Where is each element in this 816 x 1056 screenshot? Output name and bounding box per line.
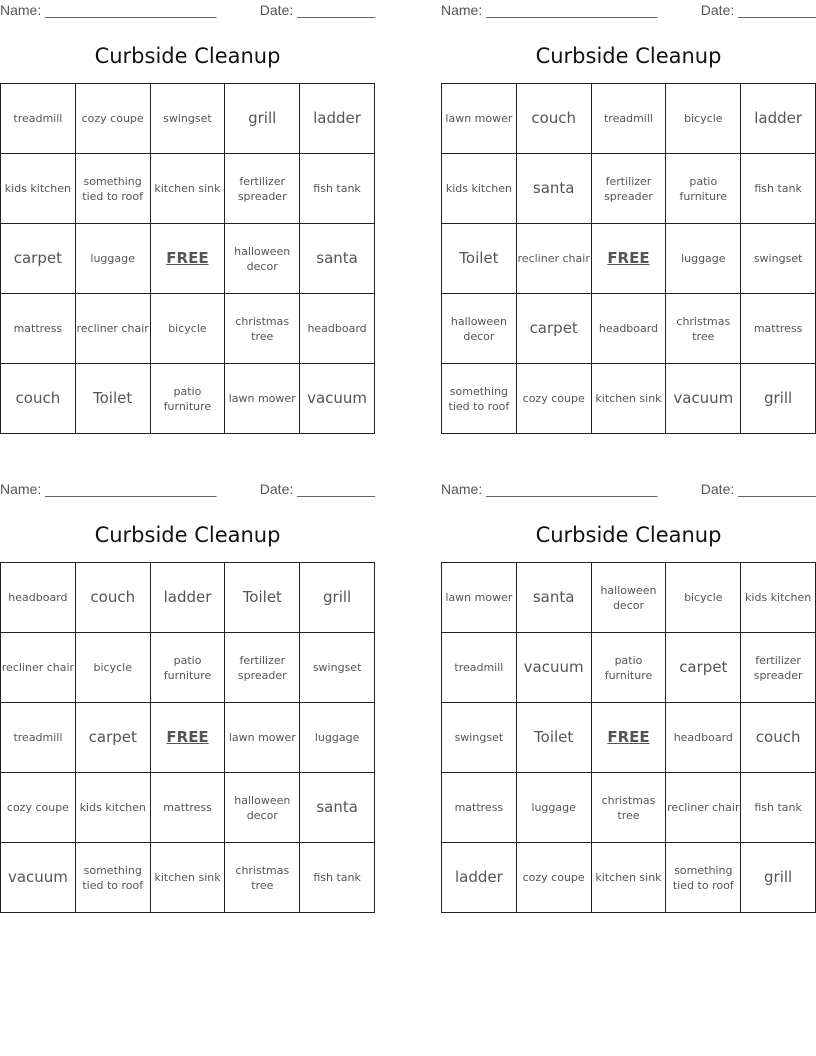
- bingo-cell[interactable]: kids kitchen: [442, 154, 517, 224]
- bingo-cell[interactable]: patio furniture: [666, 154, 741, 224]
- bingo-cell[interactable]: mattress: [1, 294, 76, 364]
- bingo-cell[interactable]: FREE: [591, 224, 666, 294]
- name-date-bar: [0, 0, 375, 20]
- bingo-cell[interactable]: swingset: [300, 633, 375, 703]
- bingo-cell[interactable]: lawn mower: [225, 703, 300, 773]
- bingo-cell[interactable]: couch: [516, 84, 591, 154]
- grid-row: [442, 84, 816, 154]
- grid-row: [1, 773, 375, 843]
- bingo-cell[interactable]: halloween decor: [442, 294, 517, 364]
- bingo-cell[interactable]: something tied to roof: [75, 843, 150, 913]
- bingo-cell[interactable]: headboard: [300, 294, 375, 364]
- grid-row: [1, 224, 375, 294]
- bingo-cell[interactable]: bicycle: [666, 563, 741, 633]
- bingo-cell[interactable]: vacuum: [300, 364, 375, 434]
- bingo-cell[interactable]: fertilizer spreader: [741, 633, 816, 703]
- bingo-cell[interactable]: luggage: [75, 224, 150, 294]
- name-field[interactable]: Name: ______________________: [441, 481, 658, 497]
- bingo-cell[interactable]: kitchen sink: [150, 843, 225, 913]
- grid-row: [1, 843, 375, 913]
- grid-row: [1, 364, 375, 434]
- bingo-cell[interactable]: halloween decor: [225, 224, 300, 294]
- bingo-cell[interactable]: fish tank: [300, 154, 375, 224]
- bingo-cell[interactable]: kitchen sink: [591, 843, 666, 913]
- bingo-cell[interactable]: christmas tree: [225, 843, 300, 913]
- bingo-cell[interactable]: lawn mower: [225, 364, 300, 434]
- bingo-cell[interactable]: couch: [75, 563, 150, 633]
- grid-row: [1, 154, 375, 224]
- name-field[interactable]: Name: ______________________: [0, 481, 217, 497]
- bingo-cell[interactable]: swingset: [442, 703, 517, 773]
- bingo-cell[interactable]: carpet: [75, 703, 150, 773]
- grid-row: [442, 773, 816, 843]
- bingo-card-1: [0, 0, 375, 413]
- bingo-cell[interactable]: ladder: [741, 84, 816, 154]
- date-field[interactable]: Date: __________: [700, 2, 816, 18]
- grid-row: [442, 364, 816, 434]
- bingo-cell[interactable]: Toilet: [75, 364, 150, 434]
- bingo-cell[interactable]: christmas tree: [591, 773, 666, 843]
- bingo-card-2: [441, 0, 816, 413]
- bingo-cell[interactable]: recliner chair: [1, 633, 76, 703]
- card-title: Curbside Cleanup: [94, 44, 281, 68]
- bingo-cell[interactable]: bicycle: [75, 633, 150, 703]
- bingo-cell[interactable]: kids kitchen: [75, 773, 150, 843]
- bingo-cell[interactable]: kids kitchen: [1, 154, 76, 224]
- date-field[interactable]: Date: __________: [700, 481, 816, 497]
- bingo-cell[interactable]: swingset: [741, 224, 816, 294]
- grid-row: [1, 703, 375, 773]
- date-field[interactable]: Date: __________: [259, 2, 375, 18]
- bingo-cell[interactable]: FREE: [591, 703, 666, 773]
- bingo-cell[interactable]: couch: [741, 703, 816, 773]
- grid-row: [442, 154, 816, 224]
- bingo-cell[interactable]: christmas tree: [225, 294, 300, 364]
- bingo-cell[interactable]: christmas tree: [666, 294, 741, 364]
- bingo-cell[interactable]: Toilet: [516, 703, 591, 773]
- name-field[interactable]: Name: ______________________: [441, 2, 658, 18]
- card-title: Curbside Cleanup: [535, 44, 722, 68]
- name-date-bar: [441, 479, 816, 499]
- bingo-cell[interactable]: halloween decor: [591, 563, 666, 633]
- bingo-cell[interactable]: fish tank: [741, 773, 816, 843]
- bingo-cell[interactable]: santa: [300, 224, 375, 294]
- grid-row: [1, 84, 375, 154]
- bingo-cell[interactable]: luggage: [666, 224, 741, 294]
- bingo-cell[interactable]: kitchen sink: [150, 154, 225, 224]
- bingo-cell[interactable]: vacuum: [516, 633, 591, 703]
- card-title: Curbside Cleanup: [535, 523, 722, 547]
- grid-row: [442, 224, 816, 294]
- bingo-cell[interactable]: carpet: [666, 633, 741, 703]
- bingo-cell[interactable]: halloween decor: [225, 773, 300, 843]
- bingo-cell[interactable]: santa: [300, 773, 375, 843]
- grid-row: [1, 633, 375, 703]
- bingo-cell[interactable]: fertilizer spreader: [225, 633, 300, 703]
- bingo-cell[interactable]: fertilizer spreader: [591, 154, 666, 224]
- bingo-cell[interactable]: grill: [225, 84, 300, 154]
- bingo-cell[interactable]: mattress: [150, 773, 225, 843]
- grid-row: [1, 294, 375, 364]
- bingo-cell[interactable]: vacuum: [666, 364, 741, 434]
- bingo-cell[interactable]: luggage: [300, 703, 375, 773]
- bingo-cell[interactable]: headboard: [1, 563, 76, 633]
- bingo-cell[interactable]: cozy coupe: [516, 843, 591, 913]
- grid-row: [442, 563, 816, 633]
- bingo-cell[interactable]: something tied to roof: [666, 843, 741, 913]
- bingo-cell[interactable]: kitchen sink: [591, 364, 666, 434]
- bingo-cell[interactable]: Toilet: [442, 224, 517, 294]
- grid-row: [442, 703, 816, 773]
- bingo-cell[interactable]: cozy coupe: [516, 364, 591, 434]
- card-title: Curbside Cleanup: [94, 523, 281, 547]
- bingo-cell[interactable]: headboard: [666, 703, 741, 773]
- bingo-cell[interactable]: ladder: [150, 563, 225, 633]
- bingo-cell[interactable]: treadmill: [442, 633, 517, 703]
- grid-row: [442, 843, 816, 913]
- bingo-card-4: [441, 479, 816, 892]
- bingo-cell[interactable]: grill: [741, 843, 816, 913]
- bingo-cell[interactable]: bicycle: [666, 84, 741, 154]
- bingo-card-3: [0, 479, 375, 892]
- bingo-cell[interactable]: lawn mower: [442, 563, 517, 633]
- bingo-cell[interactable]: swingset: [150, 84, 225, 154]
- bingo-cell[interactable]: patio furniture: [150, 364, 225, 434]
- name-date-bar: [0, 479, 375, 499]
- bingo-cell[interactable]: recliner chair: [516, 224, 591, 294]
- bingo-cell[interactable]: FREE: [150, 703, 225, 773]
- bingo-cell[interactable]: something tied to roof: [442, 364, 517, 434]
- bingo-grid: [0, 83, 375, 434]
- bingo-cell[interactable]: cozy coupe: [1, 773, 76, 843]
- bingo-cell[interactable]: ladder: [442, 843, 517, 913]
- bingo-cell[interactable]: something tied to roof: [75, 154, 150, 224]
- bingo-cell[interactable]: santa: [516, 563, 591, 633]
- bingo-cell[interactable]: Toilet: [225, 563, 300, 633]
- bingo-cell[interactable]: santa: [516, 154, 591, 224]
- bingo-cell[interactable]: carpet: [516, 294, 591, 364]
- bingo-cell[interactable]: bicycle: [150, 294, 225, 364]
- bingo-cell[interactable]: carpet: [1, 224, 76, 294]
- name-date-bar: [441, 0, 816, 20]
- bingo-cell[interactable]: recliner chair: [75, 294, 150, 364]
- bingo-cell[interactable]: vacuum: [1, 843, 76, 913]
- grid-row: [442, 294, 816, 364]
- bingo-cell[interactable]: couch: [1, 364, 76, 434]
- bingo-grid: [441, 562, 816, 913]
- bingo-cell[interactable]: FREE: [150, 224, 225, 294]
- bingo-cell[interactable]: fish tank: [300, 843, 375, 913]
- bingo-cell[interactable]: headboard: [591, 294, 666, 364]
- bingo-cell[interactable]: ladder: [300, 84, 375, 154]
- bingo-cell[interactable]: patio furniture: [591, 633, 666, 703]
- bingo-cell[interactable]: treadmill: [1, 703, 76, 773]
- bingo-cell[interactable]: fertilizer spreader: [225, 154, 300, 224]
- bingo-cell[interactable]: fish tank: [741, 154, 816, 224]
- bingo-grid: [441, 83, 816, 434]
- bingo-cell[interactable]: treadmill: [1, 84, 76, 154]
- bingo-cell[interactable]: recliner chair: [666, 773, 741, 843]
- bingo-cell[interactable]: luggage: [516, 773, 591, 843]
- name-field[interactable]: Name: ______________________: [0, 2, 217, 18]
- grid-row: [1, 563, 375, 633]
- date-field[interactable]: Date: __________: [259, 481, 375, 497]
- bingo-cell[interactable]: patio furniture: [150, 633, 225, 703]
- bingo-cell[interactable]: treadmill: [591, 84, 666, 154]
- bingo-cell[interactable]: lawn mower: [442, 84, 517, 154]
- bingo-cell[interactable]: cozy coupe: [75, 84, 150, 154]
- bingo-cell[interactable]: mattress: [442, 773, 517, 843]
- bingo-cell[interactable]: kids kitchen: [741, 563, 816, 633]
- bingo-cell[interactable]: grill: [300, 563, 375, 633]
- bingo-cell[interactable]: mattress: [741, 294, 816, 364]
- bingo-cell[interactable]: grill: [741, 364, 816, 434]
- grid-row: [442, 633, 816, 703]
- bingo-grid: [0, 562, 375, 913]
